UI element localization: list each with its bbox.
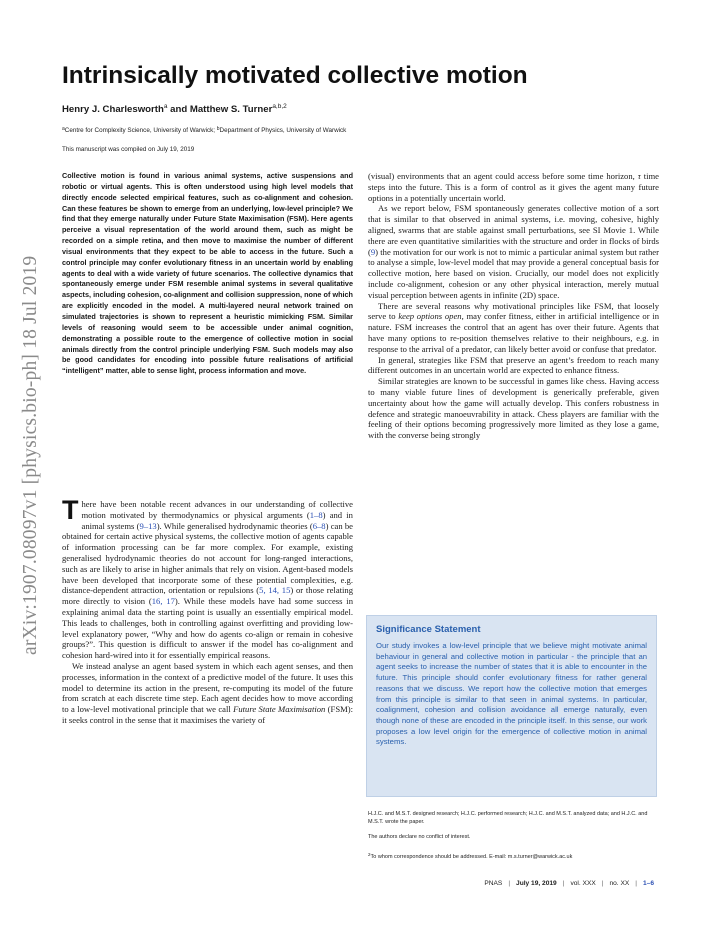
- page-footer: [484, 880, 654, 887]
- body-text: We instead analyse an agent based system in which each agent senses, and then processes, information in the context of a predictive model of the future. It uses this model to determine its action in the present, re-computing its model of the future from scratch at each discrete time step. Each agent decides how to move according to a low-level motivational principle that we call: [62, 660, 353, 715]
- body-text: There are several reasons why motivational principles like FSM, that loosely serve to: [368, 300, 659, 322]
- footer-pages: 1–6: [642, 880, 654, 887]
- significance-box: [366, 615, 657, 797]
- citation-link[interactable]: 9–13: [139, 520, 157, 531]
- arxiv-stamp: arXiv:1907.08097v1 [physics.bio-ph] 18 Jul 2019: [20, 255, 41, 655]
- body-paragraph: [62, 661, 353, 726]
- footer-separator: |: [601, 880, 604, 887]
- author-name: Matthew S. Turner: [189, 104, 273, 115]
- citation-link[interactable]: 1–8: [309, 509, 323, 520]
- body-paragraph: Similar strategies are known to be successful in games like chess. Having access to many viable future lines of development is generically preferable, given uncertainty about how the game will actually develop. This confers robustness in defence and strategic manoeuvrability in attack. Chess players are familiar with the feeling of their options becoming progressively more limited as they lose a game, with the converse being strongly: [368, 376, 659, 441]
- footer-separator: |: [635, 880, 637, 887]
- body-text: ). While these models have had some success in explaining animal data the starting point is usually an essentially empirical model. This leads to challenges, both in controlling against overfitting and providing low-level explanatory power, “Why and how do agents co-align or remain in cohesive groups?”. This question is difficult to answer if the model has co-alignment and cohesion hard-wired into it for essentially empirical reasons.: [62, 596, 353, 661]
- correspondence-note: [368, 851, 659, 862]
- author-conjunction: and: [167, 104, 190, 115]
- significance-body: Our study invokes a low-level principle that we believe might motivate animal behaviour in general and collective motion in particular - the principle that an agent seeks to increase the number of states that it is able to encounter in the future. This principle should confer evolutionary fitness for rather general reasons that we discuss. We report how the collective motion that emerges from this principle is similar to that seen in animal systems. In particular, coalignment, cohesion and collision avoidance all emerge naturally, even though none of these are encoded in the principle itself. In this sense, our work proposes a low level origin for the emergence of collective motion in animal systems.: [376, 641, 647, 747]
- author-affil-mark: a,b,2: [272, 103, 287, 110]
- author-affil-mark: a: [163, 103, 168, 110]
- body-text: ) or those relating more directly to vision (: [62, 585, 354, 607]
- author-name: Henry J. Charlesworth: [62, 104, 164, 115]
- affiliation-a: Centre for Complexity Science, University of Warwick;: [64, 127, 217, 134]
- body-paragraph: In general, strategies like FSM that preserve an agent’s freedom to reach many different outcomes in an uncertain world are expected to enhance fitness.: [368, 354, 659, 376]
- affiliations: [62, 126, 346, 134]
- body-text: ) the motivation for our work is not to mimic a particular animal system but rather to analyse a simple, low-level model that may provide a general conceptual basis for collective motion, here based on vision. Crucially, our model does not explicitly include co-alignment, cohesion or any other physical interaction, merely mutual visual perception between agents in infinite (2D) space.: [368, 246, 659, 300]
- footer-date: July 19, 2019: [516, 880, 557, 887]
- body-paragraph: [368, 171, 659, 203]
- footnote-mark: 2: [368, 852, 371, 857]
- right-column: [368, 171, 659, 441]
- body-text: (visual) environments that an agent could access before some time horizon,: [368, 171, 638, 181]
- math-symbol: τ: [637, 171, 641, 181]
- footer-separator: |: [508, 880, 511, 887]
- correspondence-text: To whom correspondence should be addressed. E-mail: m.s.turner@warwick.ac.uk: [370, 854, 573, 860]
- body-text: ) and in animal systems (: [81, 509, 353, 531]
- body-text: time steps into the future. This is a form of control as it gives the agent many future options in a potentially uncertain world.: [368, 171, 659, 203]
- body-paragraph: [368, 301, 659, 355]
- body-text: here have been notable recent advances in our understanding of collective motion motivated by thermodynamics or physical arguments (: [81, 499, 353, 520]
- journal-name: PNAS: [484, 880, 503, 887]
- footer-issue: no. XX: [609, 880, 630, 887]
- compiled-date: This manuscript was compiled on July 19, 2019: [62, 146, 195, 153]
- citation-link[interactable]: 5, 14, 15: [259, 585, 291, 596]
- left-column: [62, 495, 354, 726]
- affil-mark: b: [216, 126, 220, 132]
- body-text: (FSM): it seeks control in the sense that it maximises the variety of: [62, 704, 353, 725]
- author-line: [62, 103, 287, 115]
- contributions-note: H.J.C. and M.S.T. designed research; H.J.C. performed research; H.J.C. and M.S.T. analyzed data; and H.J.C. and M.S.T. wrote the paper.: [368, 811, 648, 825]
- footer-separator: |: [562, 880, 565, 887]
- significance-title: Significance Statement: [376, 624, 481, 635]
- body-text: As we report below, FSM spontaneously generates collective motion of a sort that is similar to that observed in animal systems, i.e. moving, cohesive, highly aligned, swarms that are stable against small perturbations, see SI Movie 1. While there are even quantitative similarities with the structure and order in flocks of birds (: [368, 203, 659, 257]
- body-text: ) can be obtained for certain active physical systems, the collective motion of agents capable of information processing can be far more complex. For example, existing generalised hydrodynamic theories do not account for long-ranged interactions, such as are likely to arise in higher animals that rely on vision. Agent-based models have been developed that incorporate some of these potential complexities, e.g. distance-dependent attraction, orientation or repulsions (: [62, 520, 353, 596]
- emphasis-term: Future State Maximisation: [233, 704, 326, 715]
- affiliation-b: Department of Physics, University of Warwick: [219, 127, 347, 134]
- body-text: ). While generalised hydrodynamic theories (: [156, 520, 313, 531]
- body-paragraph: [62, 495, 354, 661]
- citation-link[interactable]: 16, 17: [151, 596, 175, 607]
- paper-title: Intrinsically motivated collective motion: [62, 62, 528, 89]
- footer-volume: vol. XXX: [570, 880, 596, 887]
- drop-cap: T: [62, 495, 79, 525]
- body-paragraph: [368, 203, 659, 300]
- conflict-note: The authors declare no conflict of interest.: [368, 834, 471, 840]
- citation-link[interactable]: 9: [370, 246, 376, 257]
- citation-link[interactable]: 6–8: [312, 520, 326, 531]
- abstract: Collective motion is found in various animal systems, active suspensions and robotic or virtual agents. This is often understood using high level models that directly encode selected empirical features, such as co-alignment and cohesion. Can these features be shown to emerge from an underlying, low-level principle? We find that they emerge naturally under Future State Maximisation (FSM). Here agents perceive a visual representation of the world around them, such as might be recorded on a simple retina, and then move to maximise the number of different visual environments that they expect to be able to access in the future. Such a control principle may confer evolutionary fitness in an uncertain world by enabling agents to deal with a wide variety of future scenarios. The collective dynamics that spontaneously emerge under FSM resemble animal systems in several qualitative aspects, including cohesion, co-alignment and collision suppression, none of which are explicitly encoded in the model. A multi-layered neural network trained on simulated trajectories is shown to represent a heuristic mimicking FSM. Similar levels of reasoning would seem to be accessible under animal cognition, demonstrating a possible route to the emergence of collective motion in social animals directly from the control principle underlying FSM. Such models may also be good candidates for encoding into possible future realisations of artificial “intelligent” matter, able to sense light, process information and move.: [62, 171, 353, 376]
- affil-mark: a: [62, 126, 65, 132]
- body-text: , may confer fitness, either in artificial intelligence or in nature. FSM increases the control that an agent has over their future. Agents that have many options to re-position themselves relative to their neighbours, e.g. in response to the arrival of a predator, can likely better avoid or confuse that predator.: [368, 311, 659, 354]
- emphasis-term: keep options open: [398, 311, 462, 322]
